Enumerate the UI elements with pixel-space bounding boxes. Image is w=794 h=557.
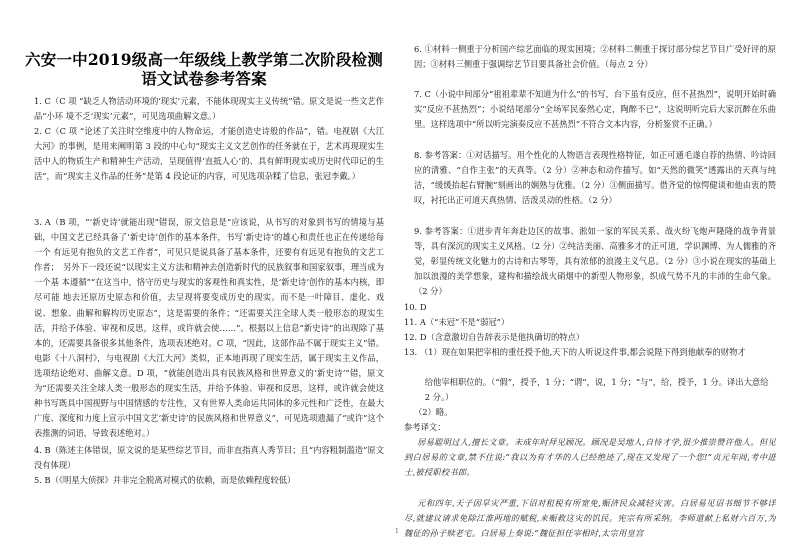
translation-paragraph-2: 元和四年,天子因旱灾严重,下诏对租税有所宽免,赈济民众减轻灾害。白居易见诏书细节不够详尽,就建议请求免除江淮两地的赋税,来赈救这灾的饥民。宪宗有所采纳。李师道献上私财六百万,为魏征的孙子赎老宅。白居易上奏说:“魏征担任宰相时,太宗用皇宫 xyxy=(404,498,776,539)
answer-7: 7. C（小说中间部分“祖祖辈辈不知道为什么”的书写，台下虽有反应，但不甚热烈”，说明开始时确实“反应不甚热烈”；小说结尾部分“全场军民泰然心定，陶醉不已”，这说明听完后大家沉醉在乐曲里。这样选项中“所以听完演奏反应不甚热烈”不符合文本内容，分析鉴赏不正确。） xyxy=(413,89,776,130)
page-number: 1 xyxy=(395,528,399,535)
answer-13-1: 13. （1）现在如果把宰相的重任授予他,天下的人听说这件事,都会说陛下得到他献奉的财物才 xyxy=(404,347,746,357)
answer-6: 6. ①材料一侧重于分析国产综艺面临的现实困境；②材料二侧重于探讨部分综艺节目广受好评的原因；③材料三侧重于强调综艺节目要具备社会价值。（每点 2 分） xyxy=(413,44,776,70)
document-title: 六安一中2019级高一年级线上教学第二次阶段检测 xyxy=(25,50,383,69)
reference-translation-heading: 参考译文： xyxy=(404,422,446,432)
answer-3: 3. A（B 项，“‘新史诗’就能出现”错误，原文信息是“应该说，从书写的对象到书写的情境与基础，中国文艺已经具备了‘新史诗’创作的基本条件，书写‘新史诗’的雄心和责任也正在传递给每一个 有远见有抱负的文艺工作者”，可见只是说具备了基本条件，还要有有远见有抱负的文艺工作者； 另外下一段还说“以现实主义方法和精神去创造新时代的民族叙事和国家叙事，理当成为一个基 本遵循”“在这当中，恪守历史与现实的客观性和真实性，是‘新史诗’创作的基本内核，即尽可能 地去还原历史原态和价值，去呈现将要变成历史的现实。而不是一叶障目、虚化、戏说、想象、曲解和解构历史原态”，这是需要的条件；“还需要关注全球人类一般形态的现实生活，并给予体验、审视和反思，这样，或许就会使……”。根据以上信息“新史诗”的出现除了基本的，还需要具备很多其他条件，选项表述绝对。C 项，“因此，这部作品不属于现实主义”错。电影《十八洞村》，与电视剧《大江大河》类似，正本地再现了现实生活，属于现实主义作品，选项结论绝对、曲解文意。D 项，“就能创造出具有民族风格和世界意义的‘新史诗’”错，原文为“还需要关注全球人类一般形态的现实生活，并给予体验、审视和反思，这样，或许就会使这种书写既具中国视野与中国情感的专注性，又有世界人类命运共同体的多元性和广泛性，在最大广度、深度和力度上宣示中国文艺‘新史诗’的民族风格和世界意义”，可见选项遗漏了“或许”这个表推测的词语，导致表述绝对。） xyxy=(33,217,384,439)
answer-13-1-scoring: 给他宰相职位的。（“假”，授予，1 分；“谓”，说，1 分；“与”，给，授予，1 分。译出大意给 2 分。） xyxy=(424,377,769,403)
translation-paragraph-1: 居易聪明过人,擅长文章。未成年时拜见顾况。顾况是吴地人,自恃才学,很少推崇赞许他人。但见到白居易的文章,禁不住说:“我以为有才华的人已经绝迹了,现在又发现了一个您!”贞元年间,考中进士,被授职校书郎。 xyxy=(404,437,776,478)
answer-1: 1. C（C 项 “缺乏人物活动环境的‘现实’元素，不能体现现实主义传统”错。原文是说一些文艺作品“小环 境不乏‘现实’元素”，可见选项曲解文意。） xyxy=(33,96,384,122)
answer-4: 4. B（陈述主体错误，原文说的是某些综艺节目，而非直指真人秀节目；且“内容粗制滥造”原文没有体现） xyxy=(33,445,384,471)
answer-10: 10. D xyxy=(404,302,427,312)
left-column xyxy=(24,0,384,488)
answer-11: 11. A（“未冠”不是“弱冠”） xyxy=(404,317,510,327)
answer-9: 9. 参考答案：①进步青年奔赴边区的故事、淞如一家的军民关系、战火纷飞炮声隆隆的战争背景等，具有深沉的现实主义风格。（2 分）②纯洁美丽、高雅多才的正可道，学识渊博、为人儒雅的齐觉，彰显传统文化魅力的古诗和古琴等，具有浓郁的浪漫主义气息。（2 分）③小说在现实的基础上加以浪漫的美学想象，建构和描绘战火硝烟中的新型人物形象，织成气势不凡的丰沛的生命气象。（2 分） xyxy=(413,226,776,297)
document-subtitle: 语文试卷参考答案 xyxy=(141,69,267,88)
answer-8: 8. 参考答案：①对话描写。用个性化的人物语言表现性格特征，如正可通毛遂自荐的热情、吟诗回应的清雅、“自作主张”的天真等。（2 分）②神态和动作描写。如“天然的微笑”透露出的天真与纯洁，“缓缓抬起右臂腕”刻画出的娴熟与优雅。（2 分）③侧面描写。借齐觉的惊愕健谈和他由衷的赞叹，衬托出正可道天真热情、活泼灵动的性格。（2 分） xyxy=(413,150,776,206)
answer-2: 2. C（C 项 “论述了关注时空维度中的人物命运，才能创造史诗般的作品”，错。电视剧《大江大河》的事例，是用来阐明第 3 段的中心句“现实主义文艺创作的任务就在于，艺术再现现实生活中人的物质生产和精神生产活动，呈现值得‘直抵人心’的、具有鲜明现实或历史时代印记的生活”，而“现实主义作品的任务”是第 4 段论证的内容，可见选项杂糅了信息，张冠李戴。） xyxy=(33,126,384,182)
answer-5: 5. B（《明星大侦探》并非完全脱离对模式的依赖，而是依赖程度较低） xyxy=(33,475,296,485)
answer-13-2: （2）略。 xyxy=(413,407,453,417)
right-column xyxy=(404,0,776,557)
answer-12: 12. D（含意激切自告辞表示是他执确切的特点） xyxy=(404,332,585,342)
